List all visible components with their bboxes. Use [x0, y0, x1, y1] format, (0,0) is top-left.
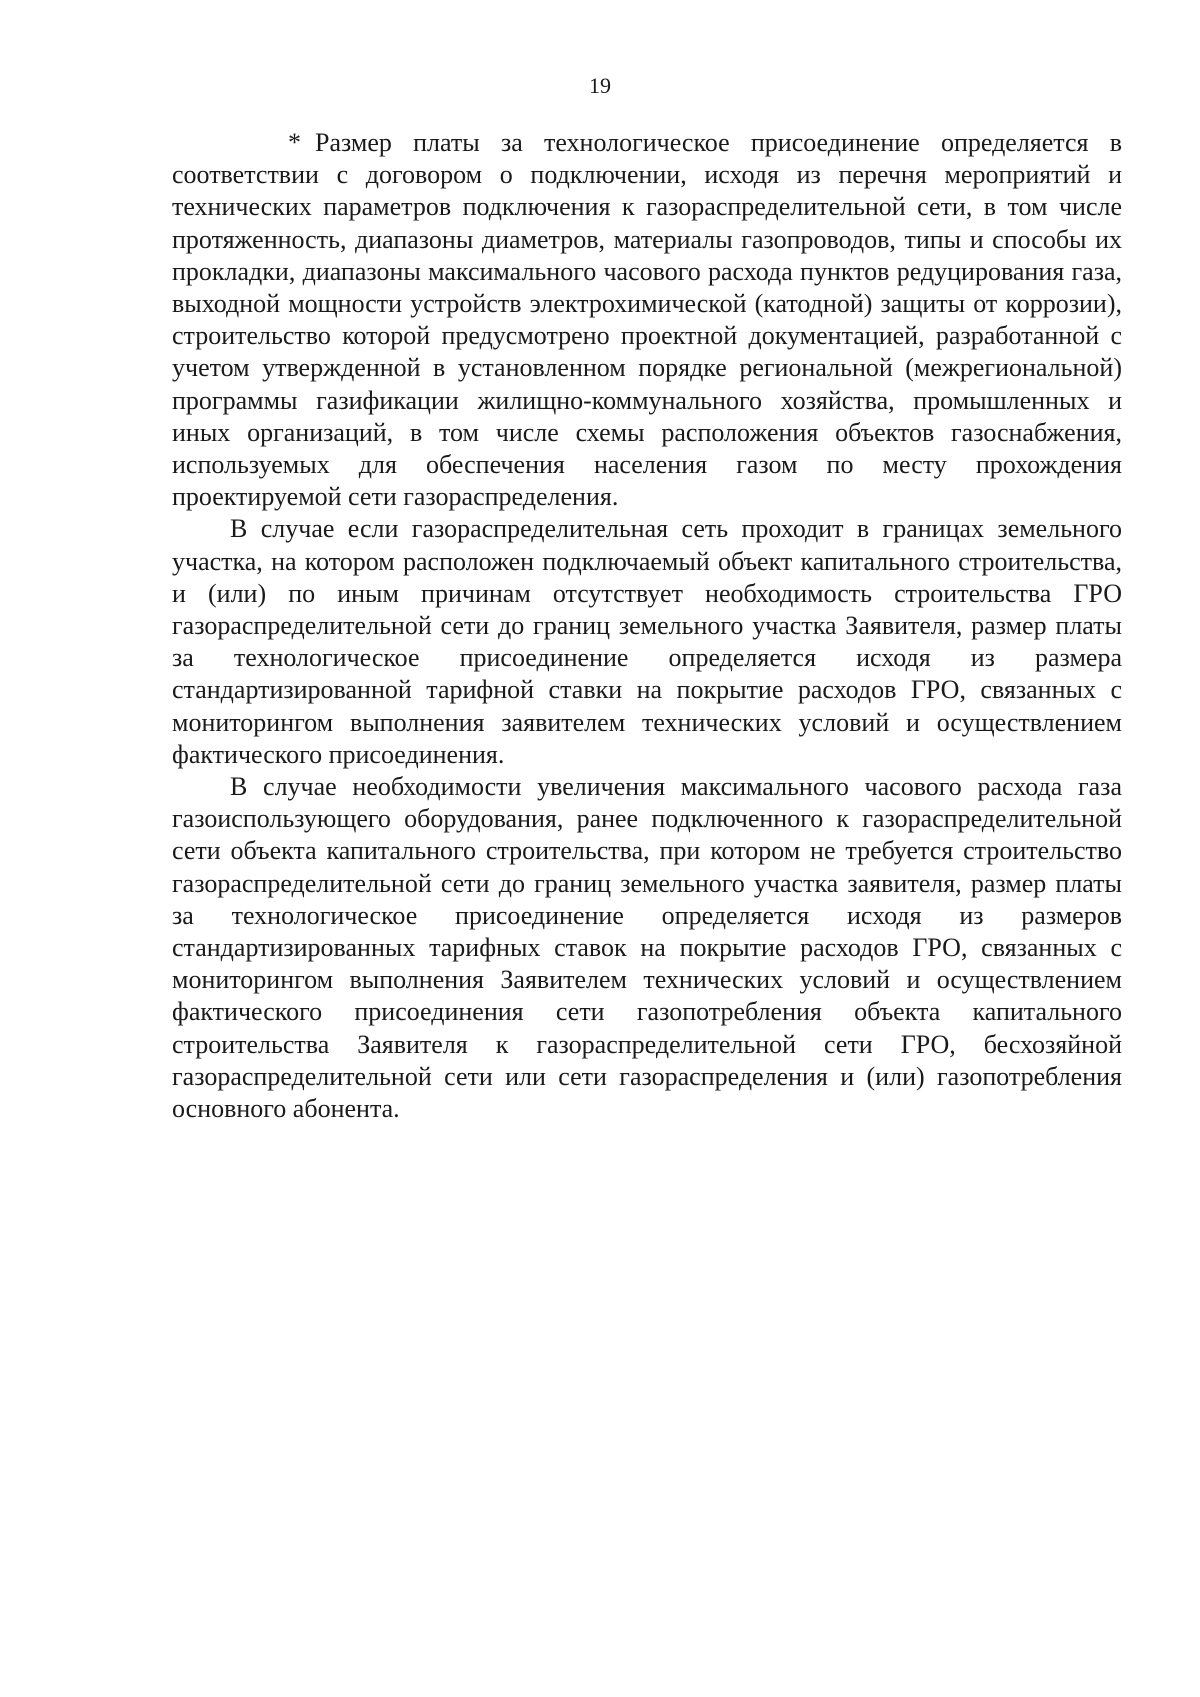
paragraph-land-plot-case	[172, 513, 1122, 771]
document-body	[172, 127, 1122, 1125]
footnote-marker: *	[288, 128, 301, 157]
paragraph-increase-consumption-case	[172, 771, 1122, 1125]
paragraph-fee-definition	[172, 127, 1122, 513]
page-number: 19	[589, 73, 611, 98]
paragraph-text: Размер платы за технологическое присоединение определяется в соответствии с договором о подключении, исходя из перечня мероприятий и технических параметров подключения к газораспределительной сети, в том числе протяженность, диапазоны диаметров, материалы газопроводов, типы и способы их прокладки, диапазоны максимального часового расхода пунктов редуцирования газа, выходной мощности устройств электрохимической (катодной) защиты от коррозии), строительство которой предусмотрено проектной документацией, разработанной с учетом утвержденной в установленном порядке региональной (межрегиональной) программы газификации жилищно-коммунального хозяйства, промышленных и иных организаций, в том числе схемы расположения объектов газоснабжения, используемых для обеспечения населения газом по месту прохождения проектируемой сети газораспределения.	[172, 128, 1122, 512]
paragraph-text: В случае необходимости увеличения максимального часового расхода газа газоиспользующего оборудования, ранее подключенного к газораспределительной сети объекта капитального строительства, при котором не требуется строительство газораспределительной сети до границ земельного участка заявителя, размер платы за технологическое присоединение определяется исходя из размеров стандартизированных тарифных ставок на покрытие расходов ГРО, связанных с мониторингом выполнения Заявителем технических условий и осуществлением фактического присоединения сети газопотребления объекта капитального строительства Заявителя к газораспределительной сети ГРО, бесхозяйной газораспределительной сети или сети газораспределения и (или) газопотребления основного абонента.	[172, 772, 1122, 1124]
paragraph-text: В случае если газораспределительная сеть проходит в границах земельного участка, на котором расположен подключаемый объект капитального строительства, и (или) по иным причинам отсутствует необходимость строительства ГРО газораспределительной сети до границ земельного участка Заявителя, размер платы за технологическое присоединение определяется исходя из размера стандартизированной тарифной ставки на покрытие расходов ГРО, связанных с мониторингом выполнения заявителем технических условий и осуществлением фактического присоединения.	[172, 514, 1122, 769]
